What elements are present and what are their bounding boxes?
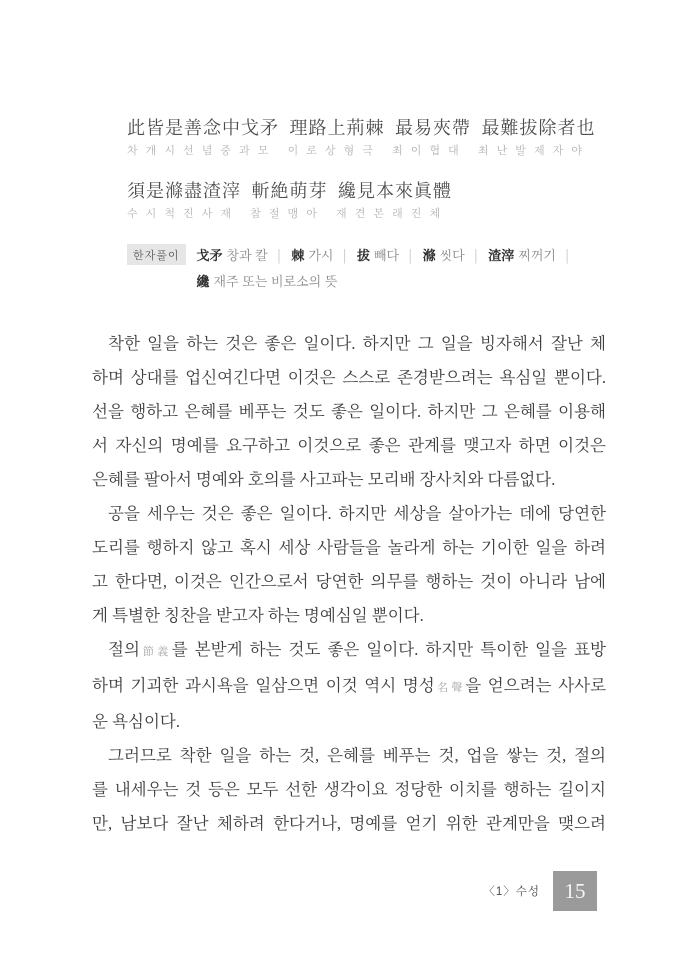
glossary-separator: │ — [563, 249, 572, 263]
body-paragraph — [92, 633, 606, 739]
body-line: 게 특별한 칭찬을 받고자 하는 명예심일 뿐이다. — [92, 606, 424, 625]
glossary-meaning: 씻다 — [439, 248, 465, 263]
body-paragraph — [92, 739, 606, 841]
body-paragraph — [92, 497, 606, 633]
hanja-text: 此皆是善念中戈矛 理路上荊棘 最易夾帶 最難拔除者也 — [127, 118, 596, 138]
body-line: 은혜를 팔아서 명예와 호의를 사고파는 모리배 장사치와 다름없다. — [92, 470, 556, 489]
glossary-term: 渣滓 — [488, 248, 515, 263]
body-line: 그러므로 착한 일을 하는 것, 은혜를 베푸는 것, 업을 쌓는 것, 절의 — [108, 746, 606, 765]
hanja-text: 須是滌盡渣滓 斬絶萌芽 纔見本來眞體 — [127, 181, 452, 201]
body-line: 운 욕심이다. — [92, 712, 180, 731]
glossary-term: 纔 — [196, 274, 210, 289]
glossary-meaning: 창과 칼 — [226, 248, 268, 263]
body-line: 하며 상대를 업신여긴다면 이것은 스스로 존경받으려는 욕심일 뿐이다. — [92, 368, 606, 387]
glossary-term: 戈矛 — [196, 248, 223, 263]
glossary-separator: │ — [341, 249, 349, 263]
hanja-glossary — [127, 243, 605, 295]
inline-hanja: 名聲 — [434, 682, 466, 694]
body-line: 하며 기괴한 과시욕을 일삼으면 이것 역시 명성名聲을 얻으려는 사사로 — [92, 676, 607, 695]
body-line: 착한 일을 하는 것은 좋은 일이다. 하지만 그 일을 빙자해서 잘난 체 — [108, 334, 606, 353]
glossary-term: 滌 — [422, 248, 436, 263]
glossary-separator: │ — [472, 249, 481, 263]
glossary-label: 한자풀이 — [127, 244, 186, 265]
body-line: 선을 행하고 은혜를 베푸는 것도 좋은 일이다. 하지만 그 은혜를 이용해 — [92, 402, 606, 421]
body-paragraph — [92, 327, 606, 497]
classical-quote-block — [127, 116, 596, 221]
glossary-content — [197, 243, 580, 295]
quote-line — [127, 116, 596, 158]
section-label: 〈1〉수성 — [483, 886, 540, 898]
glossary-separator: │ — [275, 249, 284, 263]
glossary-term: 拔 — [356, 248, 370, 263]
body-line: 만, 남보다 잘난 체하려 한다거나, 명예를 얻기 위한 관계만을 맺으려 — [92, 814, 606, 833]
inline-hanja: 節義 — [139, 646, 172, 658]
body-line: 를 내세우는 것 등은 모두 선한 생각이요 정당한 이치를 행하는 길이지 — [92, 780, 606, 799]
body-line: 서 자신의 명예를 요구하고 이것으로 좋은 관계를 맺고자 하면 이것은 — [92, 436, 606, 455]
glossary-meaning: 가시 — [308, 248, 334, 263]
page-number-badge: 15 — [553, 871, 597, 911]
page-footer — [0, 871, 597, 911]
glossary-separator: │ — [407, 249, 415, 263]
glossary-meaning: 재주 또는 비로소의 뜻 — [213, 274, 338, 289]
pronunciation-text: 차 개 시 선 념 중 과 모 이 로 상 형 극 최 이 협 대 최 난 발 제 자 야 — [127, 145, 585, 157]
glossary-row — [197, 269, 580, 295]
body-text — [92, 327, 606, 841]
quote-line — [127, 179, 596, 221]
glossary-row — [197, 243, 580, 269]
body-line: 고 한다면, 이것은 인간으로서 당연한 의무를 행하는 것이 아니라 남에 — [92, 572, 606, 591]
glossary-meaning: 빼다 — [373, 248, 400, 263]
body-line: 도리를 행하지 않고 혹시 세상 사람들을 놀라게 하는 기이한 일을 하려 — [92, 538, 606, 557]
glossary-term: 棘 — [291, 248, 305, 263]
body-line: 공을 세우는 것은 좋은 일이다. 하지만 세상을 살아가는 데에 당연한 — [108, 504, 606, 523]
glossary-meaning: 찌꺼기 — [518, 248, 556, 263]
body-line: 절의節義를 본받게 하는 것도 좋은 일이다. 하지만 특이한 일을 표방 — [108, 640, 606, 659]
pronunciation-text: 수 시 척 진 사 재 참 절 맹 아 재 견 본 래 진 체 — [127, 208, 443, 220]
